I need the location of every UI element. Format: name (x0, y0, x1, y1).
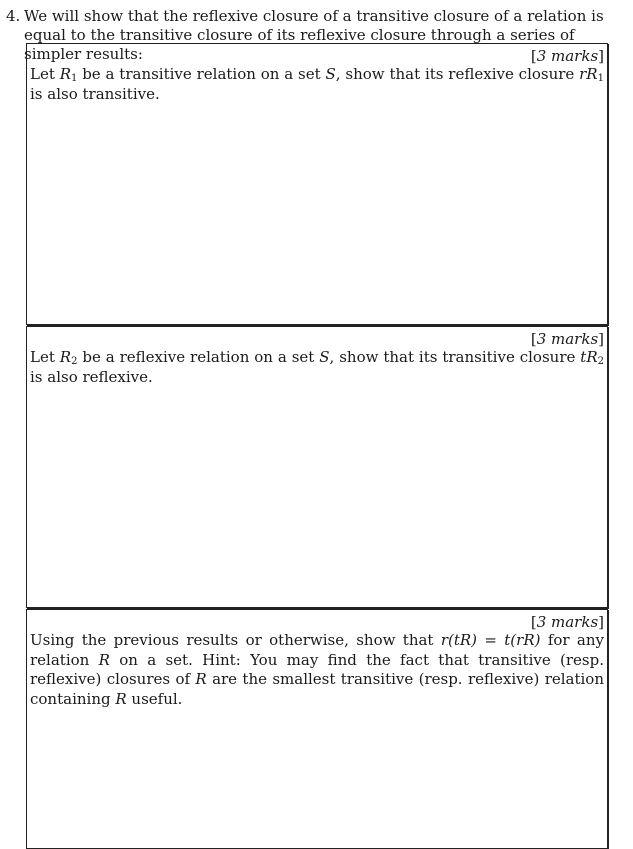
answer-box-part-1[interactable] (26, 43, 608, 325)
math-r2: $R_2$ (59, 348, 78, 367)
math-equation: r(tR) = t(rR) (440, 631, 541, 649)
part-2-prompt: Let $R_2$ be a reflexive relation on a set S, show that its transitive closure $tR_2$ is also reflexive. (30, 348, 604, 386)
math-tr2: $tR_2$ (580, 348, 604, 367)
math-r1: $R_1$ (59, 65, 78, 84)
question-text: We will show that the reflexive closure of a transitive closure of a relation is equal to the transitive closure of its reflexive closure through a series of simpler results: (24, 7, 604, 63)
part-1-prompt: Let $R_1$ be a transitive relation on a set S, show that its reflexive closure $rR_1$ is also transitive. (30, 65, 604, 103)
math-rr1: $rR_1$ (579, 65, 604, 84)
math-s: S (319, 348, 330, 366)
marks-label: [3 marks] (530, 47, 604, 65)
math-s: S (325, 65, 336, 83)
marks-label: [3 marks] (530, 613, 604, 631)
math-r: R (195, 670, 207, 688)
answer-box-part-3[interactable] (26, 609, 608, 849)
answer-box-part-2[interactable] (26, 326, 608, 608)
part-3-prompt: Using the previous results or otherwise, show that r(tR) = t(rR) for any relation R on a set. Hint: You may find the fact that transitive (resp. reflexive) closures of R are the smallest transitive (resp. reflexive) relation containing R useful. (30, 631, 604, 708)
math-r: R (115, 689, 127, 708)
question-number: 4. (6, 7, 21, 25)
math-r: R (98, 650, 110, 669)
marks-label: [3 marks] (530, 330, 604, 348)
